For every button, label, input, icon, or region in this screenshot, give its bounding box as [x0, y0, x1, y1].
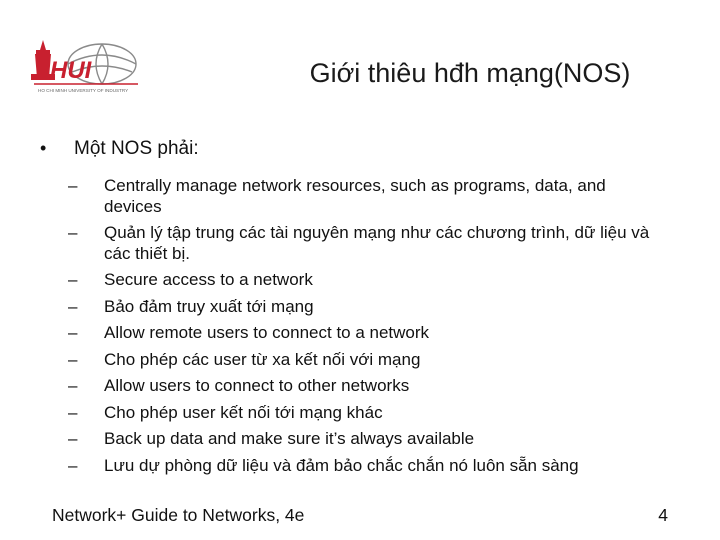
dash-icon: –	[68, 402, 78, 422]
dash-icon: –	[68, 349, 78, 369]
list-item: – Bảo đảm truy xuất tới mạng	[40, 297, 680, 318]
sub-bullet-list	[40, 176, 680, 476]
dash-icon: –	[68, 270, 78, 289]
list-item: – Allow users to connect to other networks	[40, 376, 680, 397]
main-bullet	[40, 138, 680, 160]
main-bullet-text: Một NOS phải:	[74, 138, 199, 159]
dash-icon: –	[68, 376, 78, 395]
list-item: – Allow remote users to connect to a network	[40, 323, 680, 344]
dash-icon: –	[68, 323, 78, 342]
slide-content	[40, 138, 680, 482]
list-item: – Cho phép user kết nối tới mạng khác	[40, 403, 680, 424]
hui-logo-icon	[28, 38, 148, 102]
list-item: – Back up data and make sure it’s always available	[40, 429, 680, 450]
dash-icon: –	[68, 455, 78, 475]
slide-title: Giới thiêu hđh mạng(NOS)	[309, 58, 631, 88]
dash-icon: –	[68, 223, 78, 242]
list-item: – Cho phép các user từ xa kết nối với mạng	[40, 350, 680, 371]
list-item: – Quản lý tập trung các tài nguyên mạng như các chương trình, dữ liệu và các thiết bị.	[40, 223, 680, 264]
bullet-dot-icon: •	[40, 138, 47, 158]
svg-text:HUI: HUI	[50, 57, 92, 84]
dash-icon: –	[68, 176, 78, 195]
university-logo	[28, 38, 148, 102]
list-item: – Centrally manage network resources, such as programs, data, and devices	[40, 176, 680, 217]
dash-icon: –	[68, 296, 78, 316]
list-item: – Secure access to a network	[40, 270, 680, 291]
svg-text:HO CHI MINH UNIVERSITY OF INDU: HO CHI MINH UNIVERSITY OF INDUSTRY	[38, 88, 129, 93]
footer-book-title: Network+ Guide to Networks, 4e	[52, 505, 305, 525]
dash-icon: –	[68, 429, 78, 448]
list-item: – Lưu dự phòng dữ liệu và đảm bảo chắc chắn nó luôn sẵn sàng	[40, 456, 680, 477]
page-number: 4	[658, 505, 668, 525]
